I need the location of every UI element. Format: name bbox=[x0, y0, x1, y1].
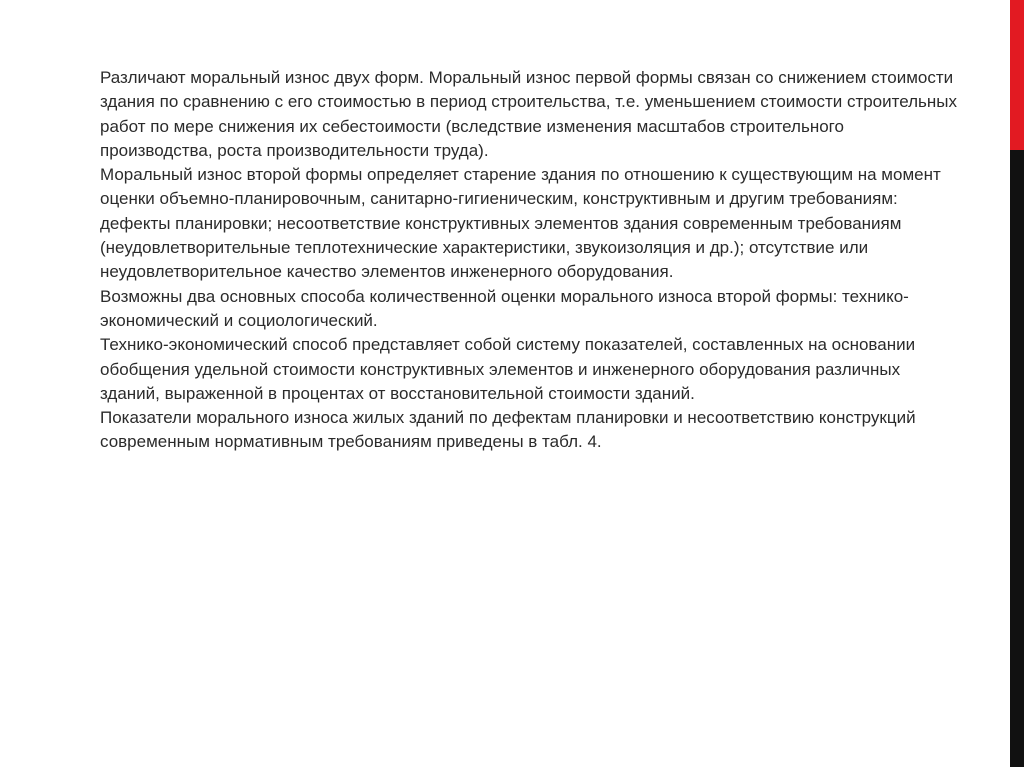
paragraph-assessment-methods: Возможны два основных способа количественной оценки морального износа второй формы: технико-экономический и социологический. bbox=[100, 286, 909, 330]
paragraph-moral-wear-second-form: Моральный износ второй формы определяет старение здания по отношению к существующим на момент оценки объемно-планировочным, санитарно-гигиеническим, конструктивным и другим требованиям: дефекты планировки; несоответствие конструктивных элементов здания современным требованиям (неудовлетворительные теплотехнические характеристики, звукоизоляция и др.); отсутствие или неудовлетворительное качество элементов инженерного оборудования. bbox=[100, 165, 941, 282]
slide-body-text bbox=[100, 66, 960, 455]
paragraph-moral-wear-first-form: Различают моральный износ двух форм. Моральный износ первой формы связан со снижением стоимости здания по сравнению с его стоимостью в период строительства, т.е. уменьшением стоимости строительных работ по мере снижения их себестоимости (вследствие изменения масштабов строительного производства, роста производительности труда). bbox=[100, 68, 958, 160]
paragraph-table-reference: Показатели морального износа жилых зданий по дефектам планировки и несоответствию конструкций современным нормативным требованиям приведены в табл. 4. bbox=[100, 408, 916, 452]
accent-bar-red bbox=[1010, 0, 1024, 150]
paragraph-technical-economic-method: Технико-экономический способ представляет собой систему показателей, составленных на основании обобщения удельной стоимости конструктивных элементов и инженерного оборудования различных зданий, выраженной в процентах от восстановительной стоимости зданий. bbox=[100, 335, 916, 403]
accent-bar-dark bbox=[1010, 150, 1024, 767]
